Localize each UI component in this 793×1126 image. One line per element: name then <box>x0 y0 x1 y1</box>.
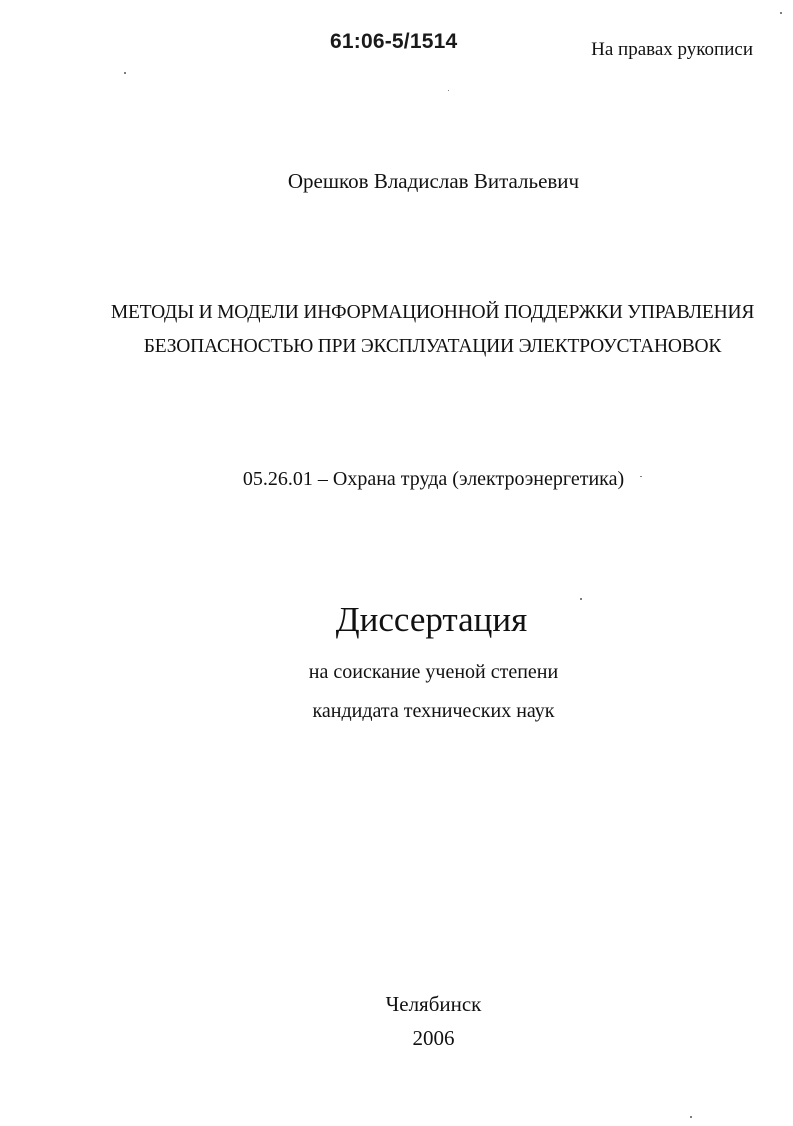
scan-speck <box>448 90 449 91</box>
specialty-code: 05.26.01 – Охрана труда (электроэнергетика) <box>242 468 625 490</box>
thesis-title-line-2: БЕЗОПАСНОСТЬЮ ПРИ ЭКСПЛУАТАЦИИ ЭЛЕКТРОУСТАНОВОК <box>143 336 722 357</box>
scan-speck <box>124 72 126 74</box>
scan-speck <box>580 598 582 600</box>
rights-note: На правах рукописи <box>591 39 753 60</box>
degree-line-1: на соискание ученой степени <box>308 661 559 683</box>
author-name: Орешков Владислав Витальевич <box>287 169 580 193</box>
scan-speck <box>690 1116 692 1118</box>
year: 2006 <box>412 1026 455 1050</box>
scan-speck <box>640 476 642 477</box>
thesis-title-line-1: МЕТОДЫ И МОДЕЛИ ИНФОРМАЦИОННОЙ ПОДДЕРЖКИ УПРАВЛЕНИЯ <box>110 302 755 323</box>
degree-line-2: кандидата технических наук <box>312 700 555 722</box>
library-stamp-code: 61:06-5/1514 <box>330 30 458 53</box>
document-type: Диссертация <box>335 600 528 639</box>
city: Челябинск <box>385 992 482 1016</box>
scan-speck <box>780 12 782 14</box>
